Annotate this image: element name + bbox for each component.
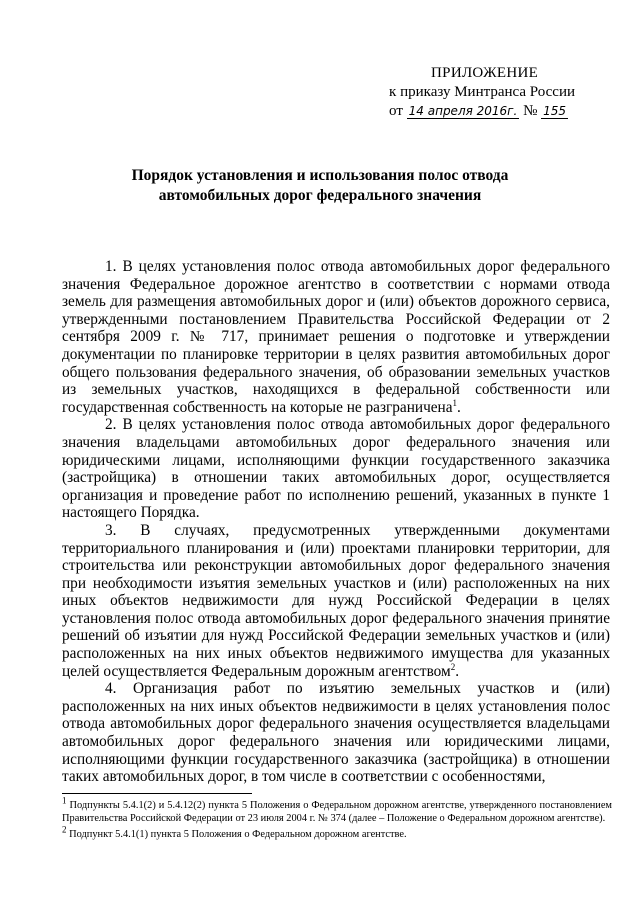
paragraph-tail: . [457, 398, 461, 416]
handwritten-date: 14 апреля 2016г. [408, 104, 518, 118]
paragraph-text: 1. В целях установления полос отвода автомобильных дорог федерального значения Федеральное дорожное агентство в соответствии с нормами отвода земель для размещения автомобильных дорог и (или) объектов дорожного сервиса, утвержденными постановлением Правительства Российской Федерации от 2 сентября 2009 г. № 717, принимает решения о подготовке и утверждении документации по планировке территории в целях развития автомобильных дорог общего пользования федерального значения, об образовании земельных участков из земельных участков, находящихся в федеральной собственности или государственная собственность на которые не разграничена [62, 258, 610, 416]
paragraph-text: 2. В целях установления полос отвода автомобильных дорог федерального значения владельцами автомобильных дорог федерального значения или юридическими лицами, исполняющими функции государственного заказчика (застройщика) в отношении таких автомобильных дорог, осуществляется организация и проведение работ по исполнению решений, указанных в пункте 1 настоящего Порядка. [62, 416, 610, 522]
footnotes [62, 795, 612, 843]
number-prefix: № [523, 103, 538, 119]
order-date-number-line [389, 102, 575, 121]
document-body [62, 258, 610, 786]
paragraph-4 [62, 680, 610, 786]
footnote-text: Подпункт 5.4.1(1) пункта 5 Положения о Федеральном дорожном агентстве. [66, 828, 407, 840]
footnote-ref: 2 [450, 661, 456, 672]
footnote-number: 2 [62, 824, 67, 835]
document-header [389, 64, 575, 121]
document-title [0, 166, 640, 206]
paragraph-2 [62, 416, 610, 522]
paragraph-text: 4. Организация работ по изъятию земельных участков и (или) расположенных на них иных объектов недвижимости в целях установления полос отвода автомобильных дорог федерального значения осуществляется владельцами автомобильных дорог федерального значения или юридическими лицами, исполняющими функции государственного заказчика (застройщика) в отношении таких автомобильных дорог, в том числе в соответствии с особенностями, [62, 680, 610, 786]
document-title-line-1: Порядок установления и использования полос отвода [131, 167, 509, 184]
document-title-line-2: автомобильных дорог федерального значения [158, 187, 482, 204]
paragraph-tail: . [455, 662, 460, 680]
footnote-2 [62, 824, 612, 841]
handwritten-number: 155 [543, 104, 567, 118]
paragraph-3 [62, 522, 610, 680]
order-reference: к приказу Минтранса России [389, 84, 575, 100]
footnote-separator [62, 793, 252, 794]
footnote-text: Подпункты 5.4.1(2) и 5.4.12(2) пункта 5 Положения о Федеральном дорожном агентстве, утвержденного постановлением Правительства Российской Федерации от 23 июля 2004 г. № 374 (далее – Положение о Федеральном дорожном агентстве). [62, 800, 612, 825]
date-prefix: от [389, 103, 403, 119]
paragraph-text: 3. В случаях, предусмотренных утвержденными документами территориального планирования и (или) проектами планировки территории, для строительства или реконструкции автомобильных дорог федерального значения при необходимости изъятия земельных участков и (или) расположенных на них иных объектов недвижимости для нужд Российской Федерации в целях установления полос отвода автомобильных дорог федерального значения принятие решений об изъятии для нужд Российской Федерации земельных участков и (или) расположенных на них иных объектов недвижимого имущества для указанных целей осуществляется Федеральным дорожным агентством [62, 521, 610, 680]
appendix-title: ПРИЛОЖЕНИЕ [431, 65, 539, 81]
paragraph-1 [62, 258, 610, 416]
footnote-1 [62, 795, 612, 826]
footnote-number: 1 [62, 795, 67, 806]
footnote-ref: 1 [452, 397, 458, 408]
